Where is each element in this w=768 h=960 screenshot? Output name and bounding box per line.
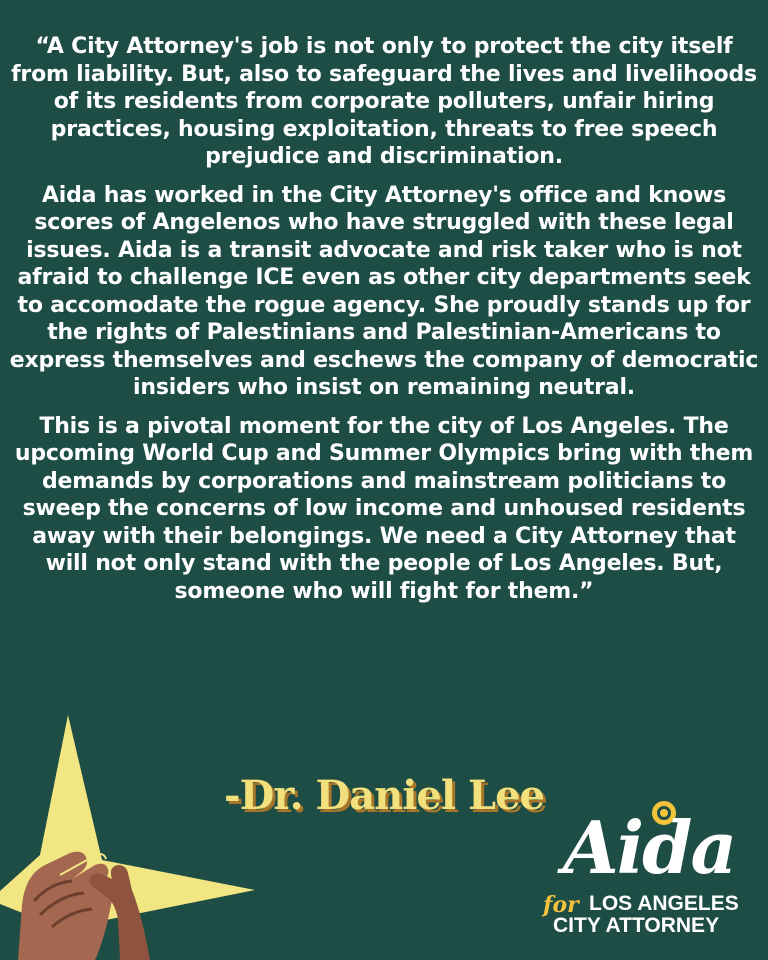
logo-for: for — [543, 892, 579, 918]
logo-line-1: LOS ANGELES — [589, 892, 739, 915]
quote-paragraph-2: Aida has worked in the City Attorney's office and knows scores of Angelenos who have struggled with these legal issues. Aida is a transit advocate and risk taker who is not afraid to challenge ICE even as other city departments seek to accomodate the rogue agency. She proudly stands up for the rights of Palestinians and Palestinian-Americans to express themselves and eschews the company of democratic insiders who insist on remaining neutral. — [9, 182, 759, 400]
quote-paragraph-3: This is a pivotal moment for the city of Los Angeles. The upcoming World Cup and Summer Olympics bring with them demands by corporations and mainstream politicians to sweep the concerns of low income and unhoused residents away with their belongings. We need a City Attorney that will not only stand with the people of Los Angeles. But, someone who will fight for them.” — [14, 413, 754, 604]
star-icon — [0, 705, 300, 960]
quote-text — [8, 33, 760, 616]
signature: -Dr. Daniel Lee — [223, 772, 545, 819]
logo-line-2: CITY ATTORNEY — [553, 914, 720, 937]
campaign-logo — [543, 798, 758, 948]
logo-name: Aida — [562, 805, 736, 890]
quote-paragraph-1: “A City Attorney's job is not only to protect the city itself from liability. But, also to safeguard the lives and livelihoods of its residents from corporate polluters, unfair hiring practices, housing exploitation, threats to free speech prejudice and discrimination. — [11, 34, 757, 169]
